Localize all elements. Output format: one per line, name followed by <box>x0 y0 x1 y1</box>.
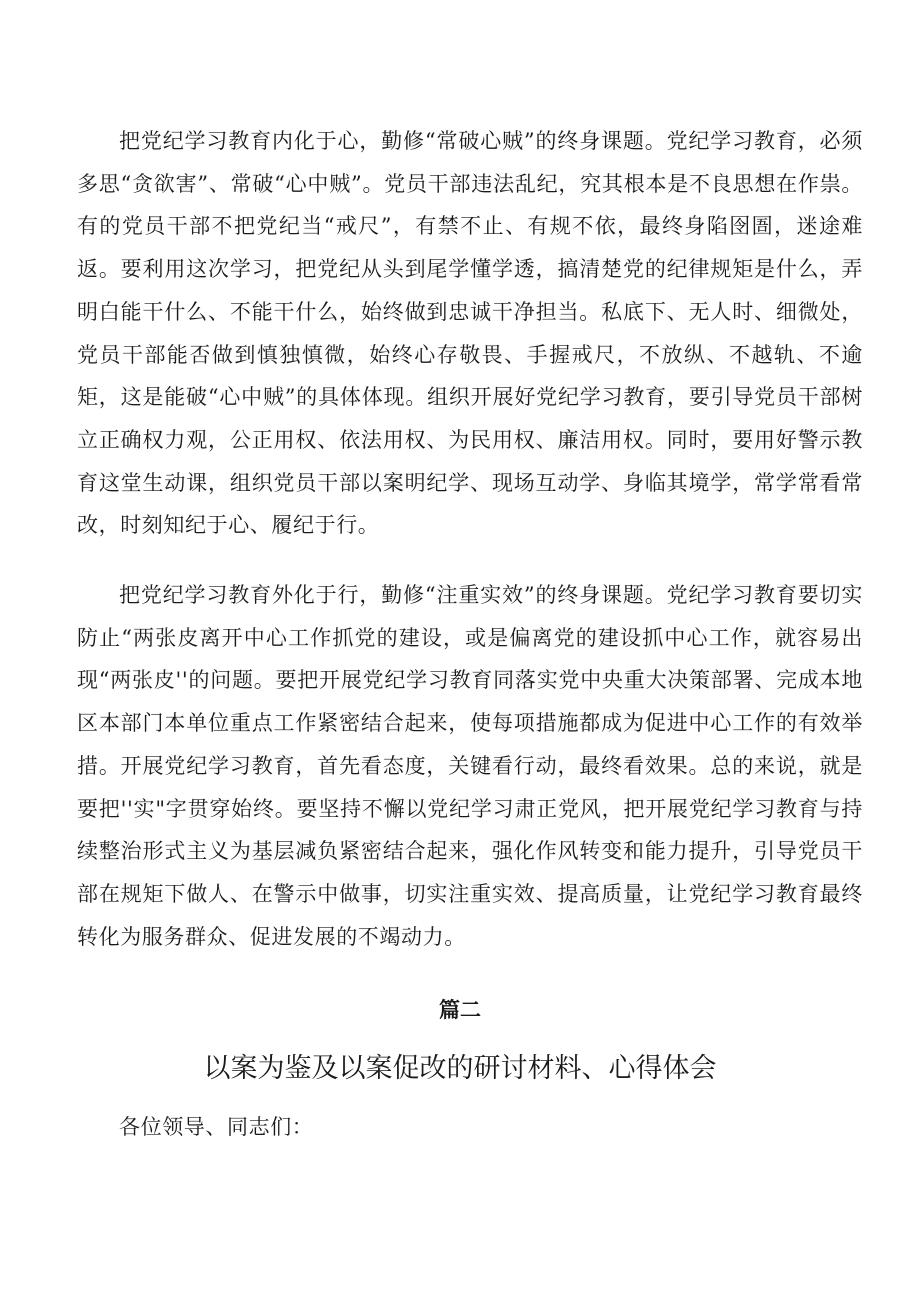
body-paragraph-2: 把党纪学习教育外化于行，勤修“注重实效”的终身课题。党纪学习教育要切实防止“两张皮离开中心工作抓党的建设，或是偏离党的建设抓中心工作，就容易出现“两张皮''的问题。要把开展党纪学习教育同落实党中央重大决策部署、完成本地区本部门本单位重点工作紧密结合起来，使每项措施都成为促进中心工作的有效举措。开展党纪学习教育，首先看态度，关键看行动，最终看效果。总的来说，就是要把''实"字贯穿始终。要坚持不懈以党纪学习肃正党风，把开展党纪学习教育与持续整治形式主义为基层减负紧密结合起来，强化作风转变和能力提升，引导党员干部在规矩下做人、在警示中做事，切实注重实效、提高质量，让党纪学习教育最终转化为服务群众、促进发展的不竭动力。 <box>77 583 863 949</box>
document-title: 以案为鉴及以案促改的研讨材料、心得体会 <box>203 1053 717 1084</box>
body-paragraph-1: 把党纪学习教育内化于心，勤修“常破心贼”的终身课题。党纪学习教育，必须多思“贪欲害”、常破“心中贼”。党员干部违法乱纪，究其根本是不良思想在作祟。有的党员干部不把党纪当“戒尺”，有禁不止、有规不依，最终身陷囹圄，迷途难返。要利用这次学习，把党纪从头到尾学懂学透，搞清楚党的纪律规矩是什么，弄明白能干什么、不能干什么，始终做到忠诚干净担当。私底下、无人时、细微处，党员干部能否做到慎独慎微，始终心存敬畏、手握戒尺，不放纵、不越轨、不逾矩，这是能破“心中贼”的具体体现。组织开展好党纪学习教育，要引导党员干部树立正确权力观，公正用权、依法用权、为民用权、廉洁用权。同时，要用好警示教育这堂生动课，组织党员干部以案明纪学、现场互动学、身临其境学，常学常看常改，时刻知纪于心、履纪于行。 <box>77 129 863 538</box>
section-label: 篇二 <box>439 997 481 1022</box>
salutation: 各位领导、同志们： <box>119 1115 314 1139</box>
